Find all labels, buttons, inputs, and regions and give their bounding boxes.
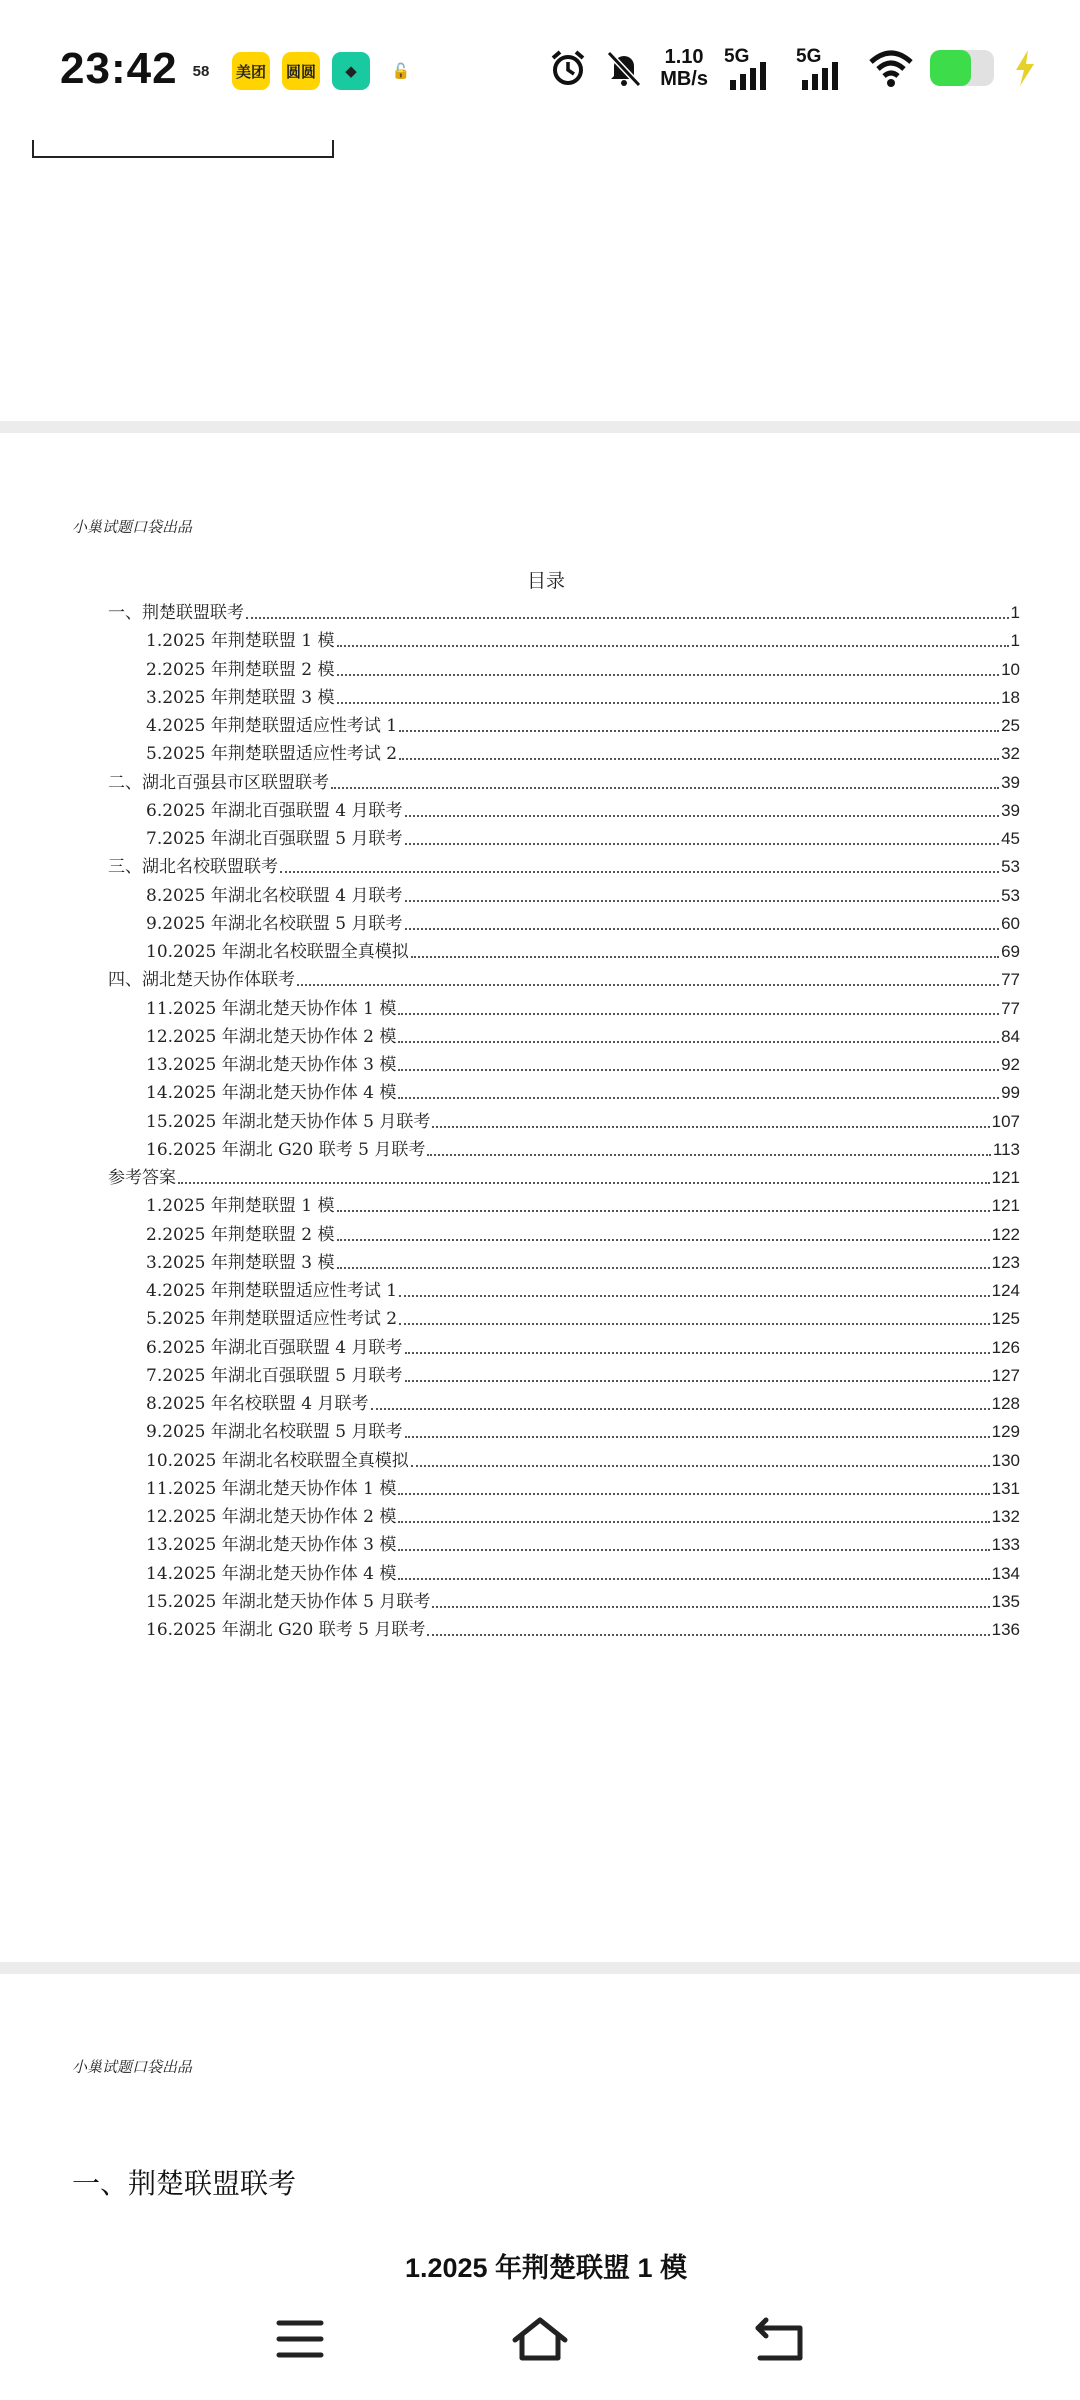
toc-entry[interactable]	[146, 653, 1020, 681]
toc-leader-dots	[405, 928, 1000, 930]
toc-entry[interactable]	[146, 681, 1020, 709]
toc-leader-dots	[399, 730, 999, 732]
page-watermark: 小巢试题口袋出品	[72, 2058, 193, 2076]
toc-leader-dots	[246, 617, 1009, 619]
battery-icon	[930, 50, 994, 86]
toc-leader-dots	[280, 871, 999, 873]
toc-entry-label: 9.2025 年湖北名校联盟 5 月联考	[146, 1422, 403, 1443]
lock-app-icon: 🔓	[382, 52, 420, 90]
toc-entry-page: 121	[991, 1196, 1020, 1216]
toc-leader-dots	[398, 1493, 989, 1495]
toc-leader-dots	[405, 1436, 990, 1438]
toc-entry-label: 4.2025 年荆楚联盟适应性考试 1	[146, 716, 398, 736]
toc-entry[interactable]	[108, 963, 1020, 991]
toc-entry-page: 132	[991, 1507, 1020, 1526]
toc-entry[interactable]	[146, 1105, 1020, 1133]
toc-entry-label: 10.2025 年湖北名校联盟全真模拟	[146, 942, 409, 962]
toc-leader-dots	[411, 956, 999, 958]
toc-entry[interactable]	[146, 1133, 1020, 1161]
toc-leader-dots	[405, 900, 1000, 902]
status-app-icons	[182, 52, 420, 90]
toc-entry-label: 3.2025 年荆楚联盟 3 模	[146, 1252, 335, 1273]
toc-entry[interactable]	[146, 992, 1020, 1020]
toc-entry[interactable]	[146, 1331, 1020, 1359]
toc-leader-dots	[337, 674, 1000, 676]
toc-entry-page: 134	[991, 1563, 1020, 1583]
toc-leader-dots	[432, 1126, 989, 1128]
toc-leader-dots	[371, 1408, 990, 1410]
toc-leader-dots	[398, 1521, 989, 1523]
toc-entry-label: 16.2025 年湖北 G20 联考 5 月联考	[146, 1620, 426, 1640]
toc-entry-label: 参考答案	[108, 1168, 176, 1188]
toc-entry[interactable]	[146, 1048, 1020, 1076]
toc-entry[interactable]	[146, 1585, 1020, 1613]
toc-entry-label: 10.2025 年湖北名校联盟全真模拟	[146, 1450, 409, 1471]
status-bar	[0, 0, 1080, 140]
toc-entry-label: 16.2025 年湖北 G20 联考 5 月联考	[146, 1139, 426, 1160]
toc-entry-label: 5.2025 年荆楚联盟适应性考试 2	[146, 1309, 398, 1330]
toc-entry-page: 1	[1010, 631, 1020, 651]
toc-entry[interactable]	[146, 1189, 1020, 1217]
toc-entry-label: 一、荆楚联盟联考	[108, 603, 244, 623]
toc-entry-label: 7.2025 年湖北百强联盟 5 月联考	[146, 1365, 403, 1386]
toc-title: 目录	[526, 570, 565, 592]
charging-bolt-icon	[1010, 48, 1040, 88]
toc-leader-dots	[398, 1069, 999, 1071]
alarm-icon	[548, 48, 588, 88]
toc-leader-dots	[427, 1634, 989, 1636]
toc-entry-page: 32	[1001, 744, 1020, 764]
toc-entry-label: 15.2025 年湖北楚天协作体 5 月联考	[146, 1591, 431, 1612]
toc-entry-label: 11.2025 年湖北楚天协作体 1 模	[146, 998, 397, 1019]
toc-leader-dots	[405, 1352, 990, 1354]
wifi-icon	[868, 48, 914, 88]
net-speed-value: 1.10	[664, 46, 704, 68]
menu-icon	[275, 2317, 325, 2361]
toc-entry-page: 121	[991, 1168, 1020, 1187]
toc-leader-dots	[411, 1465, 990, 1467]
toc-entry-page: 69	[1001, 942, 1020, 961]
toc-entry[interactable]	[146, 1500, 1020, 1528]
toc-entry-page: 45	[1001, 829, 1020, 848]
toc-entry-page: 39	[1001, 800, 1020, 820]
toc-leader-dots	[398, 1578, 989, 1580]
toc-entry[interactable]	[146, 794, 1020, 822]
meituan-app-icon: 美团	[232, 52, 270, 90]
toc-entry[interactable]	[146, 1274, 1020, 1302]
menu-button[interactable]	[260, 2304, 340, 2374]
toc-entry[interactable]	[146, 1020, 1020, 1048]
toc-entry-page: 39	[1001, 772, 1020, 792]
toc-entry-page: 84	[1001, 1026, 1020, 1046]
yellow-app-icon: 圆圆	[282, 52, 320, 90]
toc-entry-label: 12.2025 年湖北楚天协作体 2 模	[146, 1026, 397, 1047]
toc-leader-dots	[405, 1380, 990, 1382]
toc-leader-dots	[337, 1267, 990, 1269]
page-separator	[0, 1962, 1080, 1974]
green-app-icon: ◆	[332, 52, 370, 90]
toc-entry-page: 126	[991, 1337, 1020, 1357]
toc-leader-dots	[337, 702, 1000, 704]
toc-leader-dots	[178, 1182, 990, 1184]
toc-entry-page: 107	[991, 1111, 1020, 1131]
toc-entry[interactable]	[146, 1218, 1020, 1246]
home-button[interactable]	[500, 2304, 580, 2374]
toc-entry-page: 129	[991, 1422, 1020, 1442]
net-speed-unit: MB/s	[660, 68, 708, 90]
toc-entry-page: 113	[992, 1139, 1020, 1159]
toc-entry-label: 四、湖北楚天协作体联考	[108, 970, 295, 991]
toc-entry[interactable]	[146, 1415, 1020, 1443]
toc-entry[interactable]	[108, 596, 1020, 624]
toc-entry-page: 77	[1001, 970, 1020, 990]
toc-leader-dots	[337, 1239, 990, 1241]
signal-1-label: 5G	[724, 46, 750, 67]
toc-entry[interactable]	[146, 1613, 1020, 1641]
signal-1-icon	[724, 46, 780, 90]
toc-entry-label: 二、湖北百强县市区联盟联考	[108, 772, 329, 793]
toc-leader-dots	[399, 1323, 990, 1325]
toc-leader-dots	[398, 1097, 999, 1099]
toc-entry-page: 133	[991, 1535, 1020, 1555]
toc-entry-page: 1	[1010, 603, 1020, 622]
navigation-bar	[0, 2290, 1080, 2400]
toc-entry-page: 127	[991, 1365, 1020, 1385]
toc-entry[interactable]	[146, 624, 1020, 652]
toc-entry-page: 124	[991, 1281, 1020, 1300]
toc-entry[interactable]	[146, 1472, 1020, 1500]
toc-entry[interactable]	[146, 737, 1020, 765]
toc-leader-dots	[405, 815, 1000, 817]
toc-entry[interactable]	[108, 850, 1020, 878]
toc-leader-dots	[337, 645, 1009, 647]
toc-entry[interactable]	[146, 822, 1020, 850]
toc-entry[interactable]	[108, 1161, 1020, 1189]
toc-leader-dots	[399, 1295, 990, 1297]
toc-entry-label: 8.2025 年名校联盟 4 月联考	[146, 1394, 369, 1414]
toc-entry[interactable]	[146, 907, 1020, 935]
toc-entry-label: 3.2025 年荆楚联盟 3 模	[146, 687, 335, 708]
toc-entry[interactable]	[146, 1302, 1020, 1330]
signal-2-label: 5G	[796, 46, 822, 67]
toc-entry-label: 11.2025 年湖北楚天协作体 1 模	[146, 1478, 397, 1499]
toc-leader-dots	[398, 1013, 999, 1015]
toc-leader-dots	[432, 1606, 989, 1608]
toc-entry-label: 14.2025 年湖北楚天协作体 4 模	[146, 1083, 397, 1104]
toc-entry[interactable]	[146, 879, 1020, 907]
toc-entry-label: 7.2025 年湖北百强联盟 5 月联考	[146, 829, 403, 849]
toc-entry[interactable]	[146, 1557, 1020, 1585]
toc-entry-page: 131	[991, 1478, 1020, 1498]
toc-entry-page: 128	[991, 1394, 1020, 1413]
toc-entry-page: 125	[991, 1309, 1020, 1329]
toc-entry-label: 1.2025 年荆楚联盟 1 模	[146, 631, 335, 652]
toc-entry[interactable]	[108, 766, 1020, 794]
58-app-icon: 58	[182, 52, 220, 90]
toc-leader-dots	[427, 1154, 991, 1156]
toc-entry-page: 122	[991, 1224, 1020, 1244]
signal-2-icon	[796, 46, 852, 90]
back-icon	[752, 2314, 808, 2364]
toc-entry-label: 6.2025 年湖北百强联盟 4 月联考	[146, 800, 403, 821]
toc-entry-page: 53	[1001, 885, 1020, 905]
toc-entry-label: 三、湖北名校联盟联考	[108, 857, 278, 878]
page-separator	[0, 421, 1080, 433]
toc-entry-page: 123	[991, 1252, 1020, 1272]
page-watermark: 小巢试题口袋出品	[72, 518, 193, 536]
toc-entry-label: 12.2025 年湖北楚天协作体 2 模	[146, 1507, 397, 1527]
toc-entry-page: 25	[1001, 716, 1020, 735]
toc-entry-label: 5.2025 年荆楚联盟适应性考试 2	[146, 744, 398, 765]
toc-entry-page: 53	[1001, 857, 1020, 877]
toc-entry-page: 136	[991, 1620, 1020, 1639]
toc-entry[interactable]	[146, 1387, 1020, 1415]
toc-entry[interactable]	[146, 935, 1020, 963]
toc-leader-dots	[331, 787, 999, 789]
toc-entry-page: 77	[1001, 998, 1020, 1018]
toc-entry-page: 99	[1001, 1083, 1020, 1103]
toc-entry[interactable]	[146, 1444, 1020, 1472]
toc-entry-label: 6.2025 年湖北百强联盟 4 月联考	[146, 1337, 403, 1358]
toc-leader-dots	[398, 1549, 989, 1551]
toc-entry[interactable]	[146, 709, 1020, 737]
toc-entry-label: 14.2025 年湖北楚天协作体 4 模	[146, 1563, 397, 1584]
section-heading: 一、荆楚联盟联考	[72, 2167, 297, 2200]
toc-entry[interactable]	[146, 1246, 1020, 1274]
toc-entry-page: 130	[991, 1450, 1020, 1470]
toc-entry-label: 13.2025 年湖北楚天协作体 3 模	[146, 1535, 397, 1556]
toc-entry[interactable]	[146, 1076, 1020, 1104]
status-right	[548, 46, 1040, 90]
mute-bell-icon	[604, 48, 644, 88]
toc-entry-label: 13.2025 年湖北楚天协作体 3 模	[146, 1055, 397, 1075]
toc-entry[interactable]	[146, 1359, 1020, 1387]
toc-leader-dots	[399, 758, 999, 760]
back-button[interactable]	[740, 2304, 820, 2374]
toc-leader-dots	[398, 1041, 999, 1043]
toc-entry-label: 2.2025 年荆楚联盟 2 模	[146, 1224, 335, 1245]
toc-leader-dots	[297, 984, 999, 986]
toc-entry-page: 92	[1001, 1055, 1020, 1074]
toc-entry[interactable]	[146, 1528, 1020, 1556]
net-speed	[660, 46, 708, 90]
doc-title: 1.2025 年荆楚联盟 1 模	[404, 2253, 688, 2283]
toc-entry-label: 2.2025 年荆楚联盟 2 模	[146, 659, 335, 680]
toc-entry-label: 1.2025 年荆楚联盟 1 模	[146, 1196, 335, 1217]
home-icon	[510, 2314, 570, 2364]
toc-entry-label: 9.2025 年湖北名校联盟 5 月联考	[146, 913, 403, 934]
toc-entry-label: 8.2025 年湖北名校联盟 4 月联考	[146, 885, 403, 906]
toc-entry-page: 18	[1001, 687, 1020, 707]
toc-entry-label: 4.2025 年荆楚联盟适应性考试 1	[146, 1281, 398, 1301]
status-time: 23:42	[60, 44, 178, 93]
toc-entry-page: 60	[1001, 913, 1020, 933]
toc-leader-dots	[405, 843, 1000, 845]
toc-leader-dots	[337, 1210, 990, 1212]
toc-entry-label: 15.2025 年湖北楚天协作体 5 月联考	[146, 1111, 431, 1132]
toc-entry-page: 135	[991, 1591, 1020, 1611]
toc-entry-page: 10	[1001, 659, 1020, 679]
